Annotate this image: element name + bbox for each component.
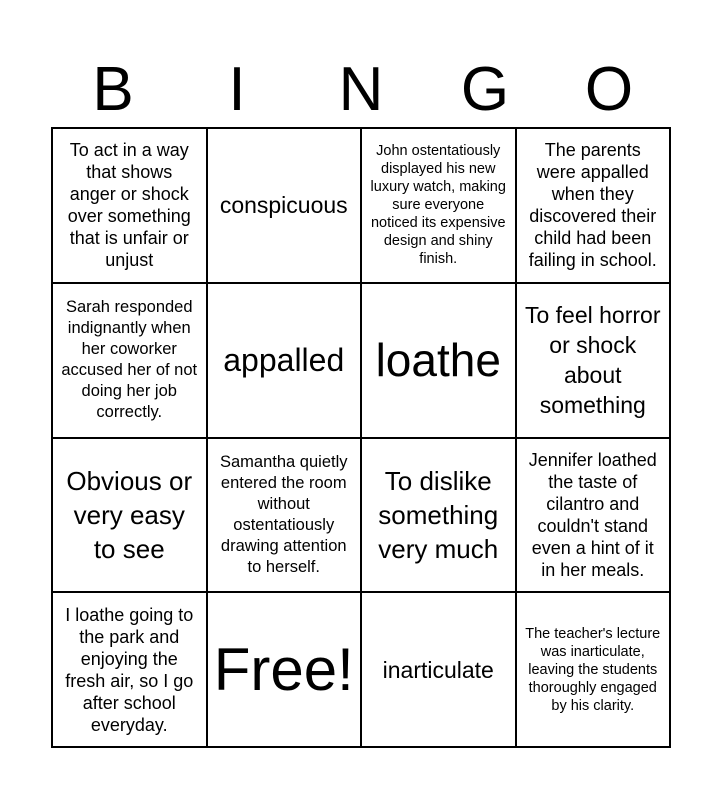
bingo-cell[interactable]: To act in a way that shows anger or shock over something that is unfair or unjust bbox=[53, 129, 208, 284]
header-letter-i: I bbox=[228, 55, 246, 124]
bingo-cell[interactable]: John ostentatiously displayed his new luxury watch, making sure everyone noticed its expensive design and shiny finish. bbox=[362, 129, 517, 284]
free-space-cell[interactable]: Free! bbox=[208, 593, 363, 748]
bingo-cell[interactable]: Samantha quietly entered the room without ostentatiously drawing attention to herself. bbox=[208, 439, 363, 594]
header-letter-o: O bbox=[584, 55, 634, 124]
bingo-cell[interactable]: To feel horror or shock about something bbox=[517, 284, 672, 439]
bingo-cell[interactable]: Sarah responded indignantly when her coworker accused her of not doing her job correctly. bbox=[53, 284, 208, 439]
bingo-cell[interactable]: appalled bbox=[208, 284, 363, 439]
bingo-cell[interactable]: loathe bbox=[362, 284, 517, 439]
bingo-cell[interactable]: I loathe going to the park and enjoying the fresh air, so I go after school everyday. bbox=[53, 593, 208, 748]
bingo-cell[interactable]: Jennifer loathed the taste of cilantro and couldn't stand even a hint of it in her meals. bbox=[517, 439, 672, 594]
bingo-cell[interactable]: The teacher's lecture was inarticulate, leaving the students thoroughly engaged by his clarity. bbox=[517, 593, 672, 748]
header-letter-g: G bbox=[460, 55, 510, 124]
bingo-header bbox=[51, 56, 671, 124]
bingo-cell[interactable]: inarticulate bbox=[362, 593, 517, 748]
bingo-board bbox=[51, 127, 671, 748]
bingo-cell[interactable]: To dislike something very much bbox=[362, 439, 517, 594]
bingo-cell[interactable]: The parents were appalled when they discovered their child had been failing in school. bbox=[517, 129, 672, 284]
bingo-cell[interactable]: Obvious or very easy to see bbox=[53, 439, 208, 594]
bingo-cell[interactable]: conspicuous bbox=[208, 129, 363, 284]
header-letter-b: B bbox=[92, 55, 134, 124]
header-letter-n: N bbox=[338, 55, 384, 124]
